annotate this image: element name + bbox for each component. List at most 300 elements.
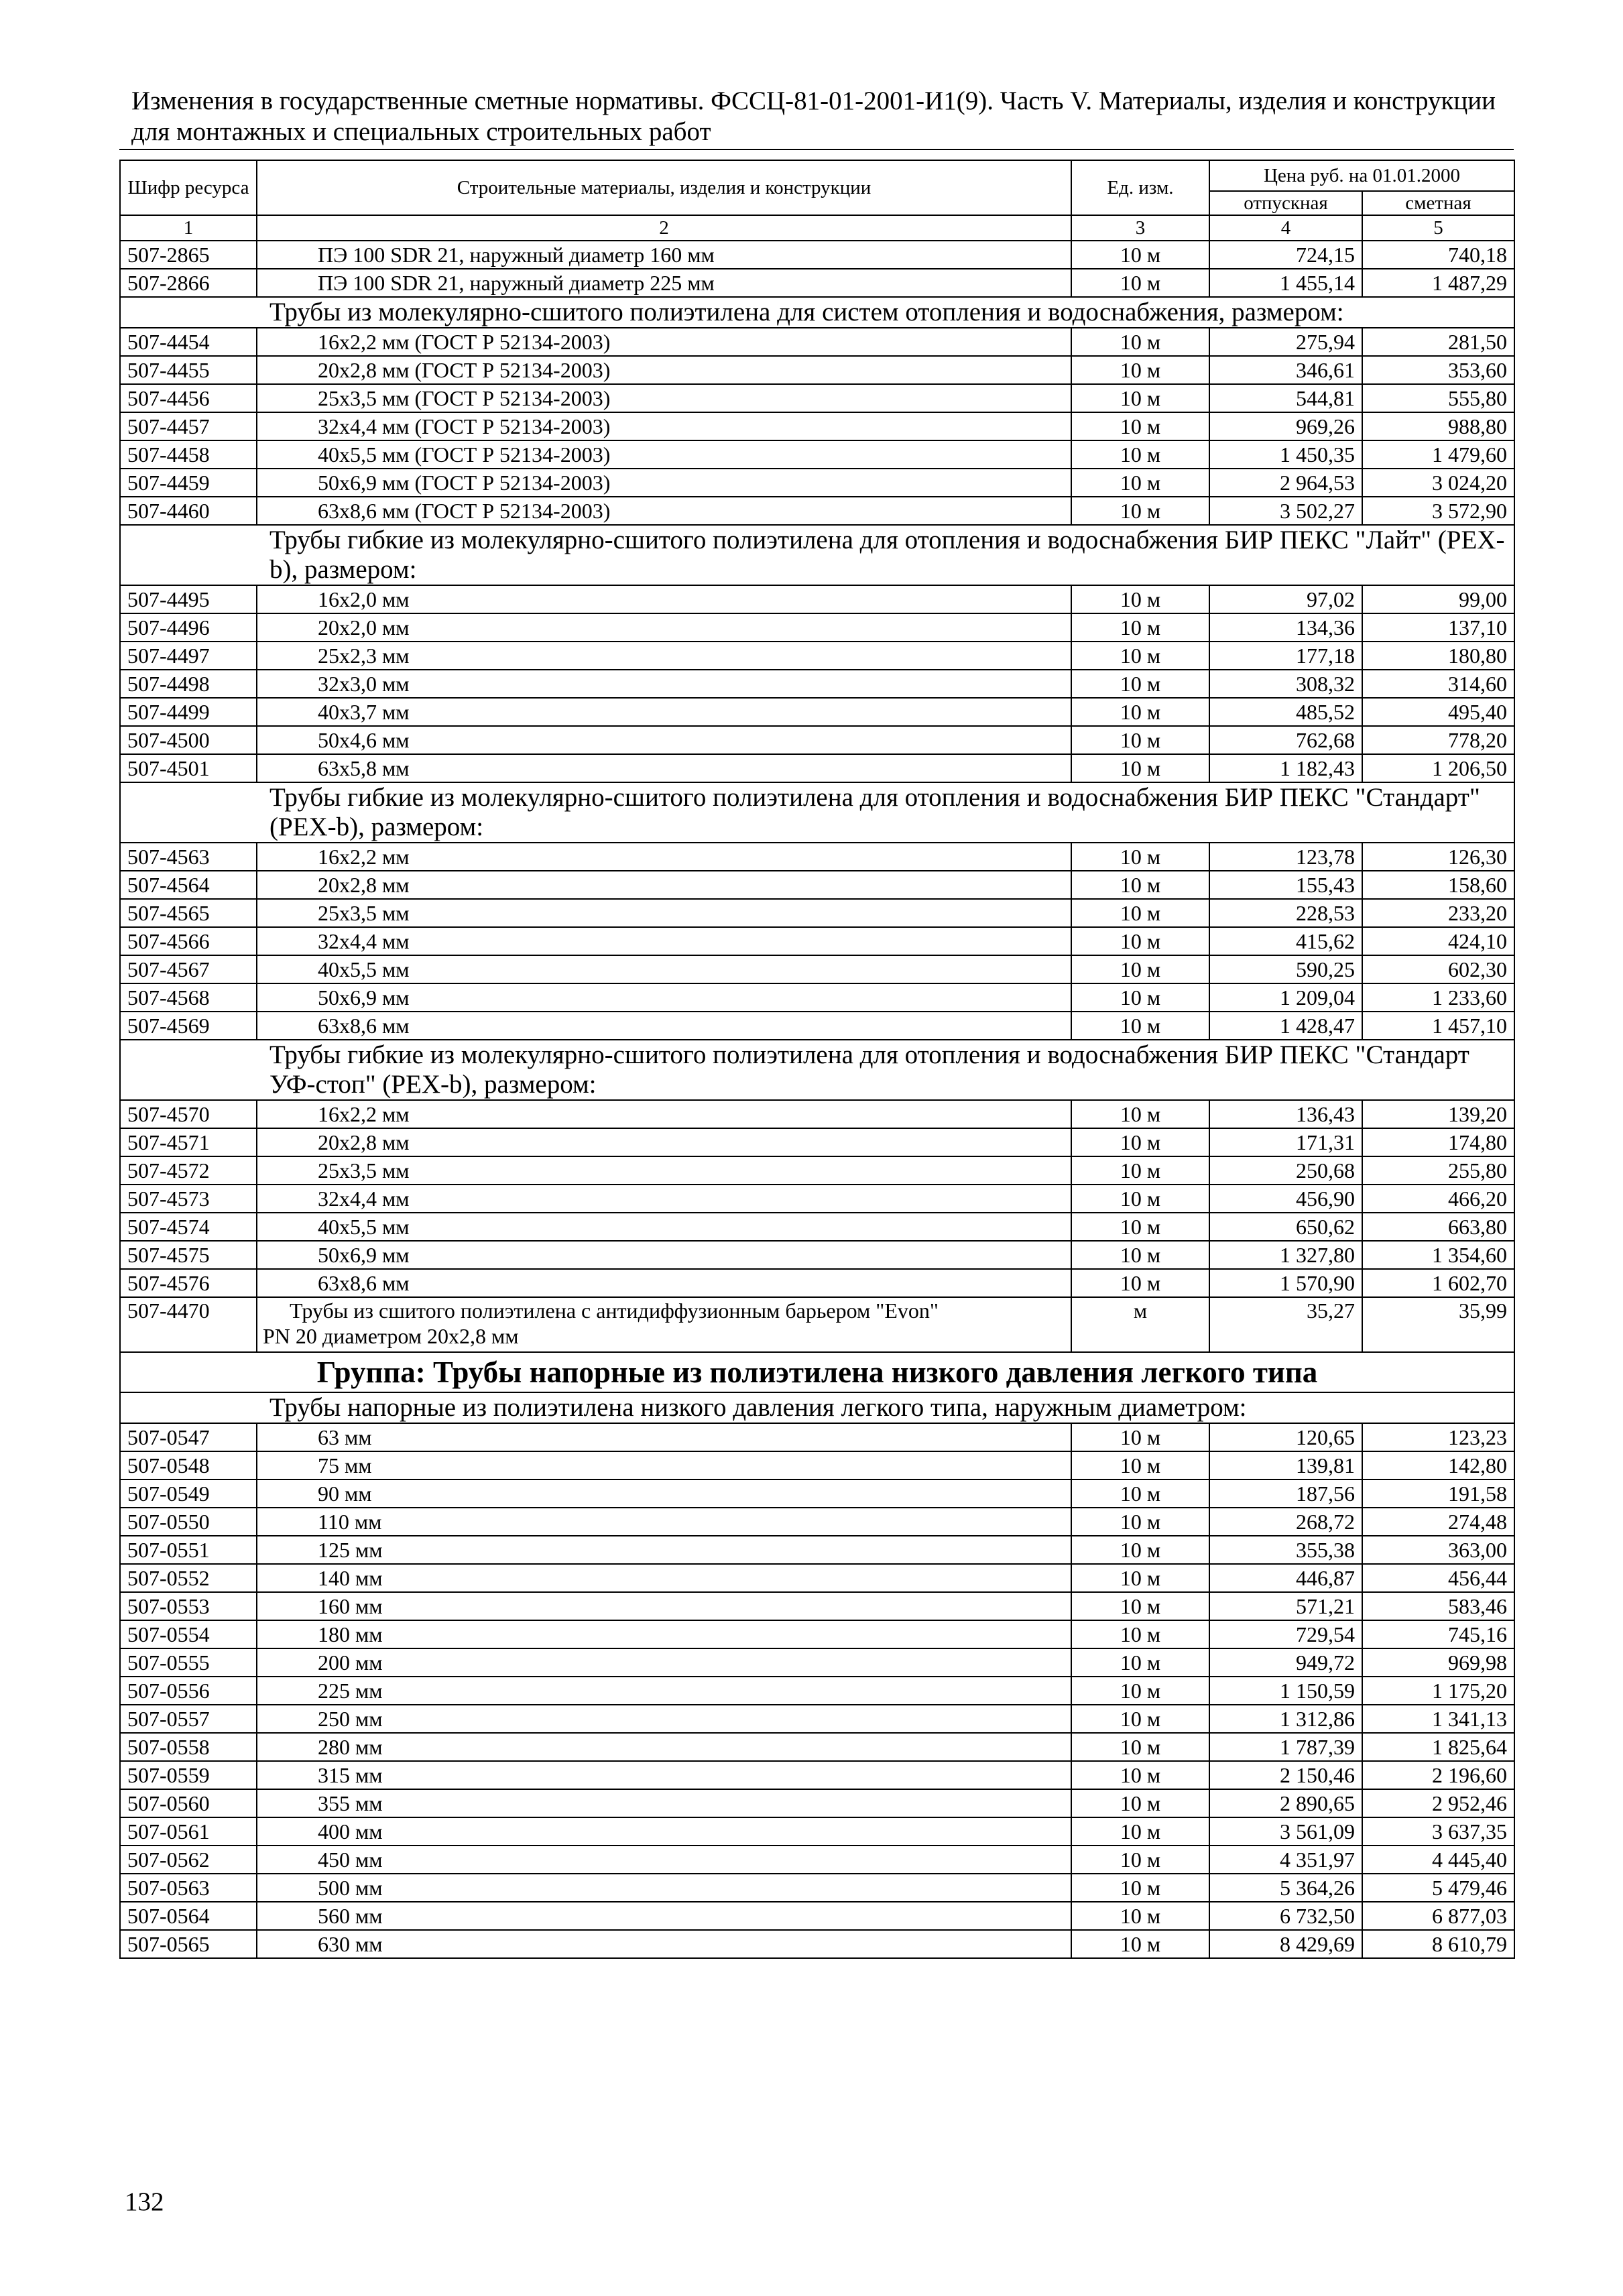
release-price: 1 450,35 bbox=[1209, 440, 1362, 469]
table-row bbox=[120, 871, 1514, 899]
table-row bbox=[120, 698, 1514, 726]
table-row bbox=[120, 1930, 1514, 1958]
estimate-price: 353,60 bbox=[1362, 356, 1514, 384]
resource-code: 507-0563 bbox=[120, 1874, 257, 1902]
unit-of-measure: 10 м bbox=[1071, 843, 1209, 871]
release-price: 571,21 bbox=[1209, 1592, 1362, 1620]
estimate-price: 35,99 bbox=[1362, 1297, 1514, 1352]
estimate-price: 4 445,40 bbox=[1362, 1846, 1514, 1874]
resource-code: 507-4576 bbox=[120, 1269, 257, 1297]
table-row bbox=[120, 1902, 1514, 1930]
resource-code: 507-0553 bbox=[120, 1592, 257, 1620]
table-row bbox=[120, 927, 1514, 955]
column-number: 2 bbox=[257, 215, 1071, 241]
estimate-price: 99,00 bbox=[1362, 585, 1514, 613]
release-price: 2 964,53 bbox=[1209, 469, 1362, 497]
unit-of-measure: 10 м bbox=[1071, 1156, 1209, 1185]
material-name: 250 мм bbox=[257, 1705, 1071, 1733]
table-row bbox=[120, 1128, 1514, 1156]
estimate-price: 745,16 bbox=[1362, 1620, 1514, 1648]
estimate-price: 8 610,79 bbox=[1362, 1930, 1514, 1958]
release-price: 446,87 bbox=[1209, 1564, 1362, 1592]
page-number: 132 bbox=[125, 2187, 164, 2216]
estimate-price: 126,30 bbox=[1362, 843, 1514, 871]
table-row bbox=[120, 1705, 1514, 1733]
resource-code: 507-4470 bbox=[120, 1297, 257, 1352]
estimate-price: 1 457,10 bbox=[1362, 1012, 1514, 1040]
unit-of-measure: 10 м bbox=[1071, 1241, 1209, 1269]
table-row bbox=[120, 585, 1514, 613]
table-row bbox=[120, 1479, 1514, 1508]
release-price: 308,32 bbox=[1209, 670, 1362, 698]
release-price: 969,26 bbox=[1209, 412, 1362, 440]
material-name: 20х2,8 мм bbox=[257, 1128, 1071, 1156]
release-price: 139,81 bbox=[1209, 1451, 1362, 1479]
release-price: 2 890,65 bbox=[1209, 1789, 1362, 1817]
group-title: Группа: Трубы напорные из полиэтилена низкого давления легкого типа bbox=[120, 1352, 1514, 1392]
release-price: 1 787,39 bbox=[1209, 1733, 1362, 1761]
section-row bbox=[120, 1392, 1514, 1423]
release-price: 268,72 bbox=[1209, 1508, 1362, 1536]
estimate-price: 583,46 bbox=[1362, 1592, 1514, 1620]
estimate-price: 137,10 bbox=[1362, 613, 1514, 642]
section-row bbox=[120, 525, 1514, 585]
estimate-price: 988,80 bbox=[1362, 412, 1514, 440]
section-title: Трубы гибкие из молекулярно-сшитого полиэтилена для отопления и водоснабжения БИР ПЕКС "Стандарт" (PEX-b), размером: bbox=[120, 782, 1514, 843]
resource-code: 507-4571 bbox=[120, 1128, 257, 1156]
estimate-price: 466,20 bbox=[1362, 1185, 1514, 1213]
table-row bbox=[120, 1733, 1514, 1761]
release-price: 134,36 bbox=[1209, 613, 1362, 642]
estimate-price: 363,00 bbox=[1362, 1536, 1514, 1564]
release-price: 456,90 bbox=[1209, 1185, 1362, 1213]
table-row bbox=[120, 241, 1514, 269]
unit-of-measure: 10 м bbox=[1071, 1508, 1209, 1536]
release-price: 3 561,09 bbox=[1209, 1817, 1362, 1846]
table-row bbox=[120, 726, 1514, 754]
material-name: 125 мм bbox=[257, 1536, 1071, 1564]
table-row bbox=[120, 1874, 1514, 1902]
unit-of-measure: 10 м bbox=[1071, 1012, 1209, 1040]
resource-code: 507-4458 bbox=[120, 440, 257, 469]
estimate-price: 1 487,29 bbox=[1362, 269, 1514, 297]
release-price: 1 209,04 bbox=[1209, 983, 1362, 1012]
unit-of-measure: 10 м bbox=[1071, 726, 1209, 754]
unit-of-measure: 10 м bbox=[1071, 440, 1209, 469]
material-name: 63х8,6 мм (ГОСТ Р 52134-2003) bbox=[257, 497, 1071, 525]
material-name: 32х4,4 мм bbox=[257, 1185, 1071, 1213]
unit-of-measure: 10 м bbox=[1071, 1564, 1209, 1592]
release-price: 275,94 bbox=[1209, 328, 1362, 356]
table-row bbox=[120, 1846, 1514, 1874]
estimate-price: 6 877,03 bbox=[1362, 1902, 1514, 1930]
estimate-price: 191,58 bbox=[1362, 1479, 1514, 1508]
unit-of-measure: 10 м bbox=[1071, 1648, 1209, 1677]
unit-of-measure: 10 м bbox=[1071, 1789, 1209, 1817]
estimate-price: 663,80 bbox=[1362, 1213, 1514, 1241]
material-name: 180 мм bbox=[257, 1620, 1071, 1648]
table-row bbox=[120, 754, 1514, 782]
table-row bbox=[120, 1817, 1514, 1846]
table-row bbox=[120, 1620, 1514, 1648]
material-name: 32х4,4 мм (ГОСТ Р 52134-2003) bbox=[257, 412, 1071, 440]
header-unit: Ед. изм. bbox=[1071, 160, 1209, 215]
section-title: Трубы гибкие из молекулярно-сшитого полиэтилена для отопления и водоснабжения БИР ПЕКС "Стандарт УФ-стоп" (PEX-b), размером: bbox=[120, 1040, 1514, 1100]
release-price: 1 455,14 bbox=[1209, 269, 1362, 297]
material-name: 160 мм bbox=[257, 1592, 1071, 1620]
table-row bbox=[120, 670, 1514, 698]
table-row bbox=[120, 1297, 1514, 1352]
resource-code: 507-4457 bbox=[120, 412, 257, 440]
unit-of-measure: 10 м bbox=[1071, 497, 1209, 525]
estimate-price: 1 825,64 bbox=[1362, 1733, 1514, 1761]
resource-code: 507-4497 bbox=[120, 642, 257, 670]
release-price: 228,53 bbox=[1209, 899, 1362, 927]
material-name: 400 мм bbox=[257, 1817, 1071, 1846]
unit-of-measure: 10 м bbox=[1071, 1705, 1209, 1733]
resource-code: 507-0559 bbox=[120, 1761, 257, 1789]
table-row bbox=[120, 899, 1514, 927]
release-price: 650,62 bbox=[1209, 1213, 1362, 1241]
release-price: 1 428,47 bbox=[1209, 1012, 1362, 1040]
table-row bbox=[120, 1564, 1514, 1592]
table-row bbox=[120, 384, 1514, 412]
unit-of-measure: 10 м bbox=[1071, 1846, 1209, 1874]
estimate-price: 555,80 bbox=[1362, 384, 1514, 412]
resource-code: 507-4456 bbox=[120, 384, 257, 412]
estimate-price: 158,60 bbox=[1362, 871, 1514, 899]
estimate-price: 1 479,60 bbox=[1362, 440, 1514, 469]
material-name: 500 мм bbox=[257, 1874, 1071, 1902]
unit-of-measure: 10 м bbox=[1071, 1536, 1209, 1564]
estimate-price: 314,60 bbox=[1362, 670, 1514, 698]
unit-of-measure: 10 м bbox=[1071, 955, 1209, 983]
estimate-price: 255,80 bbox=[1362, 1156, 1514, 1185]
estimate-price: 3 637,35 bbox=[1362, 1817, 1514, 1846]
table-row bbox=[120, 1213, 1514, 1241]
header-code: Шифр ресурса bbox=[120, 160, 257, 215]
unit-of-measure: 10 м bbox=[1071, 1213, 1209, 1241]
unit-of-measure: 10 м bbox=[1071, 1185, 1209, 1213]
resource-code: 507-0561 bbox=[120, 1817, 257, 1846]
estimate-price: 180,80 bbox=[1362, 642, 1514, 670]
material-name: 450 мм bbox=[257, 1846, 1071, 1874]
resource-code: 507-4570 bbox=[120, 1100, 257, 1128]
release-price: 346,61 bbox=[1209, 356, 1362, 384]
material-name: 90 мм bbox=[257, 1479, 1071, 1508]
material-name: 50х6,9 мм bbox=[257, 1241, 1071, 1269]
release-price: 2 150,46 bbox=[1209, 1761, 1362, 1789]
unit-of-measure: 10 м bbox=[1071, 1817, 1209, 1846]
material-name: 20х2,8 мм bbox=[257, 871, 1071, 899]
unit-of-measure: 10 м bbox=[1071, 1592, 1209, 1620]
table-row bbox=[120, 1761, 1514, 1789]
unit-of-measure: 10 м bbox=[1071, 1100, 1209, 1128]
estimate-price: 1 175,20 bbox=[1362, 1677, 1514, 1705]
material-name: 20х2,8 мм (ГОСТ Р 52134-2003) bbox=[257, 356, 1071, 384]
table-row bbox=[120, 1423, 1514, 1451]
unit-of-measure: 10 м bbox=[1071, 269, 1209, 297]
release-price: 1 182,43 bbox=[1209, 754, 1362, 782]
unit-of-measure: 10 м bbox=[1071, 1128, 1209, 1156]
material-name: 25х3,5 мм (ГОСТ Р 52134-2003) bbox=[257, 384, 1071, 412]
material-name: 355 мм bbox=[257, 1789, 1071, 1817]
unit-of-measure: 10 м bbox=[1071, 927, 1209, 955]
resource-code: 507-0549 bbox=[120, 1479, 257, 1508]
material-name: 50х6,9 мм (ГОСТ Р 52134-2003) bbox=[257, 469, 1071, 497]
release-price: 171,31 bbox=[1209, 1128, 1362, 1156]
resource-code: 507-0565 bbox=[120, 1930, 257, 1958]
release-price: 590,25 bbox=[1209, 955, 1362, 983]
section-title: Трубы гибкие из молекулярно-сшитого полиэтилена для отопления и водоснабжения БИР ПЕКС "Лайт" (PEX-b), размером: bbox=[120, 525, 1514, 585]
table-row bbox=[120, 356, 1514, 384]
table-row bbox=[120, 269, 1514, 297]
material-name: 16х2,2 мм (ГОСТ Р 52134-2003) bbox=[257, 328, 1071, 356]
material-name: 25х3,5 мм bbox=[257, 1156, 1071, 1185]
table-row bbox=[120, 983, 1514, 1012]
table-row bbox=[120, 1185, 1514, 1213]
material-name: 63х8,6 мм bbox=[257, 1012, 1071, 1040]
table-row bbox=[120, 1648, 1514, 1677]
column-number: 3 bbox=[1071, 215, 1209, 241]
unit-of-measure: 10 м bbox=[1071, 412, 1209, 440]
unit-of-measure: 10 м bbox=[1071, 328, 1209, 356]
release-price: 415,62 bbox=[1209, 927, 1362, 955]
unit-of-measure: 10 м bbox=[1071, 356, 1209, 384]
table-row bbox=[120, 1012, 1514, 1040]
unit-of-measure: 10 м bbox=[1071, 384, 1209, 412]
document-header: Изменения в государственные сметные нормативы. ФССЦ-81-01-2001-И1(9). Часть V. Материалы, изделия и конструкции для монтажных и специальных строительных работ bbox=[131, 86, 1496, 146]
table-row bbox=[120, 843, 1514, 871]
resource-code: 507-0550 bbox=[120, 1508, 257, 1536]
release-price: 355,38 bbox=[1209, 1536, 1362, 1564]
column-number: 5 bbox=[1362, 215, 1514, 241]
unit-of-measure: 10 м bbox=[1071, 1269, 1209, 1297]
release-price: 6 732,50 bbox=[1209, 1902, 1362, 1930]
estimate-price: 281,50 bbox=[1362, 328, 1514, 356]
table-row bbox=[120, 328, 1514, 356]
unit-of-measure: 10 м bbox=[1071, 1902, 1209, 1930]
release-price: 187,56 bbox=[1209, 1479, 1362, 1508]
release-price: 949,72 bbox=[1209, 1648, 1362, 1677]
material-name: 63х8,6 мм bbox=[257, 1269, 1071, 1297]
estimate-price: 139,20 bbox=[1362, 1100, 1514, 1128]
resource-code: 507-4575 bbox=[120, 1241, 257, 1269]
price-table bbox=[119, 160, 1515, 1959]
unit-of-measure: 10 м bbox=[1071, 1930, 1209, 1958]
resource-code: 507-4573 bbox=[120, 1185, 257, 1213]
estimate-price: 602,30 bbox=[1362, 955, 1514, 983]
resource-code: 507-0562 bbox=[120, 1846, 257, 1874]
resource-code: 507-4501 bbox=[120, 754, 257, 782]
estimate-price: 2 196,60 bbox=[1362, 1761, 1514, 1789]
release-price: 729,54 bbox=[1209, 1620, 1362, 1648]
release-price: 97,02 bbox=[1209, 585, 1362, 613]
material-name: ПЭ 100 SDR 21, наружный диаметр 160 мм bbox=[257, 241, 1071, 269]
resource-code: 507-2865 bbox=[120, 241, 257, 269]
estimate-price: 233,20 bbox=[1362, 899, 1514, 927]
release-price: 1 150,59 bbox=[1209, 1677, 1362, 1705]
estimate-price: 3 572,90 bbox=[1362, 497, 1514, 525]
resource-code: 507-0558 bbox=[120, 1733, 257, 1761]
resource-code: 507-0555 bbox=[120, 1648, 257, 1677]
material-name: 110 мм bbox=[257, 1508, 1071, 1536]
table-row bbox=[120, 469, 1514, 497]
resource-code: 507-4495 bbox=[120, 585, 257, 613]
release-price: 544,81 bbox=[1209, 384, 1362, 412]
release-price: 724,15 bbox=[1209, 241, 1362, 269]
unit-of-measure: 10 м bbox=[1071, 698, 1209, 726]
group-row bbox=[120, 1352, 1514, 1392]
table-row bbox=[120, 1536, 1514, 1564]
release-price: 1 570,90 bbox=[1209, 1269, 1362, 1297]
header-divider bbox=[119, 149, 1514, 150]
resource-code: 507-4574 bbox=[120, 1213, 257, 1241]
resource-code: 507-4454 bbox=[120, 328, 257, 356]
release-price: 155,43 bbox=[1209, 871, 1362, 899]
unit-of-measure: м bbox=[1071, 1297, 1209, 1352]
unit-of-measure: 10 м bbox=[1071, 1479, 1209, 1508]
material-name-line: Трубы из сшитого полиэтилена с антидиффузионным барьером "Evon" bbox=[290, 1298, 939, 1323]
resource-code: 507-4567 bbox=[120, 955, 257, 983]
table-row bbox=[120, 1789, 1514, 1817]
estimate-price: 3 024,20 bbox=[1362, 469, 1514, 497]
estimate-price: 174,80 bbox=[1362, 1128, 1514, 1156]
material-name: 40х3,7 мм bbox=[257, 698, 1071, 726]
unit-of-measure: 10 м bbox=[1071, 613, 1209, 642]
estimate-price: 424,10 bbox=[1362, 927, 1514, 955]
unit-of-measure: 10 м bbox=[1071, 983, 1209, 1012]
section-title: Трубы из молекулярно-сшитого полиэтилена для систем отопления и водоснабжения, размером: bbox=[120, 297, 1514, 328]
material-name: 200 мм bbox=[257, 1648, 1071, 1677]
unit-of-measure: 10 м bbox=[1071, 754, 1209, 782]
unit-of-measure: 10 м bbox=[1071, 469, 1209, 497]
material-name: 63х5,8 мм bbox=[257, 754, 1071, 782]
table-row bbox=[120, 955, 1514, 983]
release-price: 485,52 bbox=[1209, 698, 1362, 726]
release-price: 120,65 bbox=[1209, 1423, 1362, 1451]
material-name: 32х3,0 мм bbox=[257, 670, 1071, 698]
material-name: 40х5,5 мм bbox=[257, 955, 1071, 983]
table-row bbox=[120, 642, 1514, 670]
table-row bbox=[120, 613, 1514, 642]
material-name: 50х6,9 мм bbox=[257, 983, 1071, 1012]
material-name: 140 мм bbox=[257, 1564, 1071, 1592]
resource-code: 507-4500 bbox=[120, 726, 257, 754]
release-price: 762,68 bbox=[1209, 726, 1362, 754]
unit-of-measure: 10 м bbox=[1071, 1761, 1209, 1789]
release-price: 136,43 bbox=[1209, 1100, 1362, 1128]
estimate-price: 1 354,60 bbox=[1362, 1241, 1514, 1269]
resource-code: 507-2866 bbox=[120, 269, 257, 297]
estimate-price: 1 206,50 bbox=[1362, 754, 1514, 782]
resource-code: 507-4499 bbox=[120, 698, 257, 726]
estimate-price: 142,80 bbox=[1362, 1451, 1514, 1479]
material-name: 63 мм bbox=[257, 1423, 1071, 1451]
material-name: 630 мм bbox=[257, 1930, 1071, 1958]
resource-code: 507-4568 bbox=[120, 983, 257, 1012]
resource-code: 507-4460 bbox=[120, 497, 257, 525]
resource-code: 507-4496 bbox=[120, 613, 257, 642]
column-number: 1 bbox=[120, 215, 257, 241]
material-name: 40х5,5 мм bbox=[257, 1213, 1071, 1241]
material-name: ПЭ 100 SDR 21, наружный диаметр 225 мм bbox=[257, 269, 1071, 297]
section-title: Трубы напорные из полиэтилена низкого давления легкого типа, наружным диаметром: bbox=[120, 1392, 1514, 1423]
resource-code: 507-0548 bbox=[120, 1451, 257, 1479]
unit-of-measure: 10 м bbox=[1071, 1451, 1209, 1479]
estimate-price: 778,20 bbox=[1362, 726, 1514, 754]
material-name: 20х2,0 мм bbox=[257, 613, 1071, 642]
material-name: 25х2,3 мм bbox=[257, 642, 1071, 670]
material-name: 315 мм bbox=[257, 1761, 1071, 1789]
material-name: 50х4,6 мм bbox=[257, 726, 1071, 754]
unit-of-measure: 10 м bbox=[1071, 670, 1209, 698]
unit-of-measure: 10 м bbox=[1071, 871, 1209, 899]
estimate-price: 1 602,70 bbox=[1362, 1269, 1514, 1297]
estimate-price: 495,40 bbox=[1362, 698, 1514, 726]
release-price: 250,68 bbox=[1209, 1156, 1362, 1185]
table-row bbox=[120, 1508, 1514, 1536]
resource-code: 507-0556 bbox=[120, 1677, 257, 1705]
header-price-release: отпускная bbox=[1209, 191, 1362, 215]
unit-of-measure: 10 м bbox=[1071, 1620, 1209, 1648]
header-price-group: Цена руб. на 01.01.2000 bbox=[1209, 160, 1514, 191]
material-name: 16х2,0 мм bbox=[257, 585, 1071, 613]
header-price-estimate: сметная bbox=[1362, 191, 1514, 215]
resource-code: 507-4498 bbox=[120, 670, 257, 698]
estimate-price: 274,48 bbox=[1362, 1508, 1514, 1536]
unit-of-measure: 10 м bbox=[1071, 241, 1209, 269]
estimate-price: 5 479,46 bbox=[1362, 1874, 1514, 1902]
resource-code: 507-4565 bbox=[120, 899, 257, 927]
unit-of-measure: 10 м bbox=[1071, 1423, 1209, 1451]
table-row bbox=[120, 1241, 1514, 1269]
table-body bbox=[120, 241, 1514, 1958]
resource-code: 507-4455 bbox=[120, 356, 257, 384]
header-column-numbers bbox=[120, 215, 1514, 241]
estimate-price: 1 341,13 bbox=[1362, 1705, 1514, 1733]
resource-code: 507-0554 bbox=[120, 1620, 257, 1648]
estimate-price: 1 233,60 bbox=[1362, 983, 1514, 1012]
table-row bbox=[120, 440, 1514, 469]
header-name: Строительные материалы, изделия и конструкции bbox=[257, 160, 1071, 215]
resource-code: 507-4563 bbox=[120, 843, 257, 871]
unit-of-measure: 10 м bbox=[1071, 1677, 1209, 1705]
release-price: 8 429,69 bbox=[1209, 1930, 1362, 1958]
material-name: 25х3,5 мм bbox=[257, 899, 1071, 927]
section-row bbox=[120, 782, 1514, 843]
resource-code: 507-0551 bbox=[120, 1536, 257, 1564]
release-price: 177,18 bbox=[1209, 642, 1362, 670]
table-row bbox=[120, 1156, 1514, 1185]
table-row bbox=[120, 1451, 1514, 1479]
material-name: 40х5,5 мм (ГОСТ Р 52134-2003) bbox=[257, 440, 1071, 469]
estimate-price: 740,18 bbox=[1362, 241, 1514, 269]
section-row bbox=[120, 297, 1514, 328]
unit-of-measure: 10 м bbox=[1071, 1733, 1209, 1761]
resource-code: 507-4566 bbox=[120, 927, 257, 955]
material-name: 32х4,4 мм bbox=[257, 927, 1071, 955]
table-row bbox=[120, 1269, 1514, 1297]
unit-of-measure: 10 м bbox=[1071, 585, 1209, 613]
table-row bbox=[120, 1677, 1514, 1705]
material-name: 75 мм bbox=[257, 1451, 1071, 1479]
unit-of-measure: 10 м bbox=[1071, 642, 1209, 670]
material-name: 225 мм bbox=[257, 1677, 1071, 1705]
resource-code: 507-4572 bbox=[120, 1156, 257, 1185]
table-row bbox=[120, 497, 1514, 525]
unit-of-measure: 10 м bbox=[1071, 1874, 1209, 1902]
